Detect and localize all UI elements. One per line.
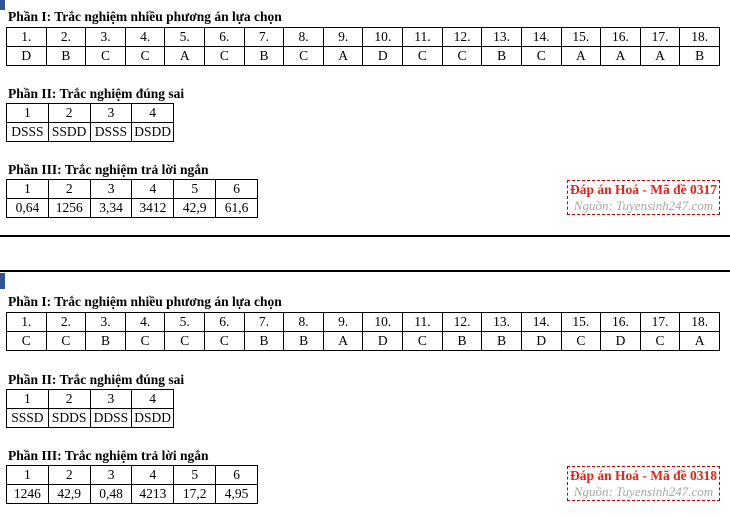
answer-cell: B <box>482 332 522 351</box>
question-number: 18. <box>680 313 720 332</box>
question-number: 10. <box>363 28 403 47</box>
answer-cell: C <box>7 332 47 351</box>
question-number: 7. <box>244 28 284 47</box>
question-number: 1 <box>7 390 49 409</box>
answer-cell: C <box>165 332 205 351</box>
answer-cell: DSDD <box>132 123 174 142</box>
question-number: 17. <box>640 28 680 47</box>
part2-header-row <box>7 104 174 123</box>
question-number: 16. <box>601 313 641 332</box>
question-number: 2 <box>48 466 90 485</box>
part1-table <box>6 27 720 66</box>
answer-cell: C <box>125 332 165 351</box>
part2-answer-row <box>7 123 174 142</box>
question-number: 5. <box>165 313 205 332</box>
question-number: 4 <box>132 466 174 485</box>
answer-cell: D <box>363 47 403 66</box>
question-number: 1 <box>7 466 49 485</box>
part3-answer-row <box>7 485 258 504</box>
answer-cell: C <box>86 47 126 66</box>
part1-title: Phần I: Trắc nghiệm nhiều phương án lựa chọn <box>8 9 282 24</box>
corner-marker <box>0 0 5 10</box>
question-number: 11. <box>403 313 443 332</box>
question-number: 4. <box>125 28 165 47</box>
answer-cell: D <box>7 47 47 66</box>
answer-cell: 3,34 <box>90 199 132 218</box>
badge-title: Đáp án Hoá - Mã đề 0317 <box>569 182 717 197</box>
badge-source: Nguồn: Tuyensinh247.com <box>573 484 714 499</box>
answer-cell: DSSS <box>90 123 132 142</box>
question-number: 7. <box>244 313 284 332</box>
corner-marker <box>0 273 5 289</box>
part3-answer-row <box>7 199 258 218</box>
question-number: 9. <box>323 313 363 332</box>
part1-header-row <box>7 28 720 47</box>
answer-cell: A <box>680 332 720 351</box>
answer-key-badge <box>567 180 720 215</box>
answer-cell: B <box>244 47 284 66</box>
answer-cell: D <box>363 332 403 351</box>
answer-cell: DSDD <box>132 409 174 428</box>
answer-cell: 17,2 <box>174 485 216 504</box>
answer-cell: B <box>482 47 522 66</box>
answer-cell: B <box>86 332 126 351</box>
separator-line <box>0 235 730 237</box>
answer-cell: A <box>561 47 601 66</box>
answer-cell: C <box>403 47 443 66</box>
answer-cell: B <box>680 47 720 66</box>
answer-cell: 4213 <box>132 485 174 504</box>
question-number: 3. <box>86 313 126 332</box>
part1-answer-row <box>7 332 720 351</box>
question-number: 4 <box>132 390 174 409</box>
question-number: 15. <box>561 28 601 47</box>
part1-title: Phần I: Trắc nghiệm nhiều phương án lựa chọn <box>8 294 282 309</box>
part1-header-row <box>7 313 720 332</box>
question-number: 3 <box>90 466 132 485</box>
answer-cell: C <box>205 47 245 66</box>
question-number: 14. <box>521 28 561 47</box>
answer-cell: 0,48 <box>90 485 132 504</box>
question-number: 3 <box>90 104 132 123</box>
question-number: 4 <box>132 180 174 199</box>
part3-header-row <box>7 466 258 485</box>
question-number: 3. <box>86 28 126 47</box>
question-number: 2 <box>48 180 90 199</box>
question-number: 9. <box>323 28 363 47</box>
answer-cell: 4,95 <box>216 485 258 504</box>
answer-cell: C <box>561 332 601 351</box>
answer-cell: C <box>284 47 324 66</box>
separator-line <box>0 270 730 272</box>
badge-title: Đáp án Hoá - Mã đề 0318 <box>569 468 717 483</box>
question-number: 6 <box>216 466 258 485</box>
part1-answer-row <box>7 47 720 66</box>
question-number: 4 <box>132 104 174 123</box>
question-number: 16. <box>601 28 641 47</box>
question-number: 13. <box>482 28 522 47</box>
part3-title: Phần III: Trắc nghiệm trả lời ngắn <box>8 448 209 463</box>
question-number: 1 <box>7 180 49 199</box>
answer-cell: 0,64 <box>7 199 49 218</box>
part2-title: Phần II: Trắc nghiệm đúng sai <box>8 86 185 101</box>
answer-cell: B <box>442 332 482 351</box>
answer-cell: DDSS <box>90 409 132 428</box>
question-number: 6 <box>216 180 258 199</box>
answer-cell: A <box>640 47 680 66</box>
answer-cell: A <box>323 332 363 351</box>
answer-cell: 42,9 <box>174 199 216 218</box>
answer-cell: B <box>284 332 324 351</box>
question-number: 1. <box>7 313 47 332</box>
question-number: 3 <box>90 390 132 409</box>
question-number: 12. <box>442 313 482 332</box>
part3-title: Phần III: Trắc nghiệm trả lời ngắn <box>8 162 209 177</box>
part2-table <box>6 103 174 142</box>
question-number: 14. <box>521 313 561 332</box>
badge-source: Nguồn: Tuyensinh247.com <box>573 198 714 213</box>
question-number: 5. <box>165 28 205 47</box>
part3-table <box>6 465 258 504</box>
part1-table <box>6 312 720 351</box>
question-number: 5 <box>174 180 216 199</box>
answer-cell: C <box>640 332 680 351</box>
question-number: 4. <box>125 313 165 332</box>
question-number: 12. <box>442 28 482 47</box>
answer-cell: 1256 <box>48 199 90 218</box>
question-number: 1. <box>7 28 47 47</box>
question-number: 2. <box>46 313 86 332</box>
question-number: 1 <box>7 104 49 123</box>
question-number: 18. <box>680 28 720 47</box>
answer-cell: 42,9 <box>48 485 90 504</box>
answer-cell: D <box>521 332 561 351</box>
question-number: 8. <box>284 313 324 332</box>
answer-cell: A <box>601 47 641 66</box>
answer-cell: 61,6 <box>216 199 258 218</box>
answer-cell: SDDS <box>48 409 90 428</box>
question-number: 17. <box>640 313 680 332</box>
answer-cell: C <box>125 47 165 66</box>
part3-header-row <box>7 180 258 199</box>
part2-table <box>6 389 174 428</box>
answer-cell: A <box>323 47 363 66</box>
question-number: 2 <box>48 104 90 123</box>
question-number: 3 <box>90 180 132 199</box>
answer-cell: 3412 <box>132 199 174 218</box>
answer-key-badge <box>567 466 720 501</box>
answer-cell: C <box>521 47 561 66</box>
question-number: 6. <box>205 28 245 47</box>
question-number: 2 <box>48 390 90 409</box>
answer-cell: C <box>205 332 245 351</box>
answer-cell: B <box>46 47 86 66</box>
answer-cell: B <box>244 332 284 351</box>
answer-cell: C <box>46 332 86 351</box>
answer-cell: C <box>442 47 482 66</box>
answer-cell: D <box>601 332 641 351</box>
answer-cell: DSSS <box>7 123 49 142</box>
question-number: 13. <box>482 313 522 332</box>
question-number: 2. <box>46 28 86 47</box>
answer-cell: SSDD <box>48 123 90 142</box>
part2-title: Phần II: Trắc nghiệm đúng sai <box>8 372 185 387</box>
question-number: 10. <box>363 313 403 332</box>
answer-cell: SSSD <box>7 409 49 428</box>
question-number: 15. <box>561 313 601 332</box>
answer-cell: 1246 <box>7 485 49 504</box>
question-number: 6. <box>205 313 245 332</box>
answer-cell: C <box>403 332 443 351</box>
question-number: 8. <box>284 28 324 47</box>
question-number: 11. <box>403 28 443 47</box>
part2-answer-row <box>7 409 174 428</box>
part3-table <box>6 179 258 218</box>
part2-header-row <box>7 390 174 409</box>
question-number: 5 <box>174 466 216 485</box>
answer-cell: A <box>165 47 205 66</box>
